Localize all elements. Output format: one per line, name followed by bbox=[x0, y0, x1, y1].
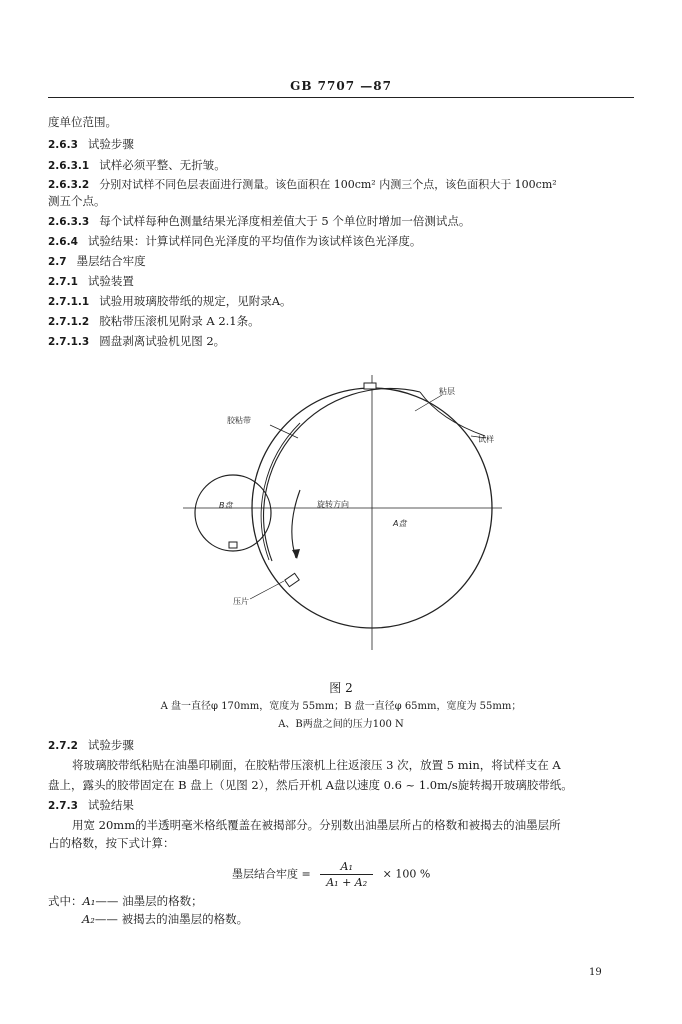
figure-title: 图 2 bbox=[329, 681, 353, 695]
paragraph-line: 2.6.3.3 每个试样每种色测量结果光泽度相差值大于 5 个单位时增加一倍测试点。 bbox=[48, 214, 471, 228]
figure-caption-line2: A、B两盘之间的压力100 N bbox=[278, 719, 404, 730]
paragraph-line: 2.6.3.2 分别对试样不同色层表面进行测量。该色面积在 100cm² 内测三个点，该色面积大于 100cm² bbox=[48, 178, 557, 191]
paragraph-line: 2.7.1.1 试验用玻璃胶带纸的规定，见附录A。 bbox=[48, 294, 292, 308]
page-number: 19 bbox=[589, 967, 602, 978]
paragraph-line: 度单位范围。 bbox=[48, 115, 117, 129]
formula-fraction bbox=[320, 860, 373, 889]
paragraph-line: 盘上，露头的胶带固定在 B 盘上（见图 2），然后开机 A盘以速度 0.6 ~ 1.0m/s旋转揭开玻璃胶带纸。 bbox=[48, 778, 573, 792]
paragraph-line: 2.7.1.2 胶粘带压滚机见附录 A 2.1条。 bbox=[48, 314, 260, 328]
label-sample: 试样 bbox=[478, 435, 494, 444]
rotation-arrow bbox=[292, 490, 300, 558]
page-header-code: GB 7707 —87 bbox=[290, 79, 392, 93]
paragraph-line: 测五个点。 bbox=[48, 194, 106, 208]
formula-lhs: 墨层结合牢度 = bbox=[232, 867, 311, 881]
tape-arc bbox=[264, 389, 420, 561]
paragraph-line: 2.6.4 试验结果：计算试样同色光泽度的平均值作为该试样该色光泽度。 bbox=[48, 234, 422, 248]
label-disk-b: B盘 bbox=[219, 501, 233, 510]
clamp-top bbox=[364, 383, 376, 389]
label-adhesive-layer: 粘层 bbox=[439, 387, 455, 396]
paragraph-line: 2.6.3.1 试样必须平整、无折皱。 bbox=[48, 158, 226, 172]
paragraph-line: 2.7.1.3 圆盘剥离试验机见图 2。 bbox=[48, 334, 226, 348]
sample-tail bbox=[420, 392, 485, 436]
where-line-a2: A₂—— 被揭去的油墨层的格数。 bbox=[82, 912, 249, 926]
sample-arc bbox=[261, 423, 300, 560]
header-rule bbox=[48, 97, 634, 98]
spring-block bbox=[285, 573, 299, 586]
section-heading: 2.7.1 试验装置 bbox=[48, 274, 134, 288]
label-tape: 胶粘带 bbox=[227, 416, 251, 425]
label-spring: 压片 bbox=[233, 597, 249, 606]
leader-spring bbox=[250, 581, 284, 599]
where-line-a1: 式中：A₁—— 油墨层的格数； bbox=[48, 894, 203, 908]
disk-b-outline bbox=[195, 475, 271, 551]
figure-disk-peel-tester bbox=[0, 360, 682, 660]
paragraph-line: 用宽 20mm的半透明毫米格纸覆盖在被揭部分。分别数出油墨层所占的格数和被揭去的油墨层所 bbox=[72, 818, 561, 832]
figure-caption-line1: A 盘一直径φ 170mm，宽度为 55mm；B 盘一直径φ 65mm，宽度为 55mm； bbox=[160, 701, 522, 712]
paragraph-line: 占的格数，按下式计算： bbox=[48, 836, 175, 850]
section-heading: 2.7 墨层结合牢度 bbox=[48, 254, 146, 268]
section-heading: 2.6.3 试验步骤 bbox=[48, 137, 134, 151]
label-rotation: 旋转方向 bbox=[317, 500, 349, 509]
formula bbox=[232, 860, 430, 889]
formula-rhs: × 100 % bbox=[382, 867, 431, 881]
formula-numerator: A₁ bbox=[320, 860, 373, 875]
disk-b-mount bbox=[229, 542, 237, 548]
paragraph-line: 将玻璃胶带纸粘贴在油墨印刷面，在胶粘带压滚机上往返滚压 3 次，放置 5 min，将试样支在 A bbox=[72, 758, 561, 772]
formula-denominator: A₁ + A₂ bbox=[326, 876, 368, 889]
label-disk-a: A盘 bbox=[393, 519, 407, 528]
section-heading: 2.7.3 试验结果 bbox=[48, 798, 134, 812]
section-heading: 2.7.2 试验步骤 bbox=[48, 738, 134, 752]
